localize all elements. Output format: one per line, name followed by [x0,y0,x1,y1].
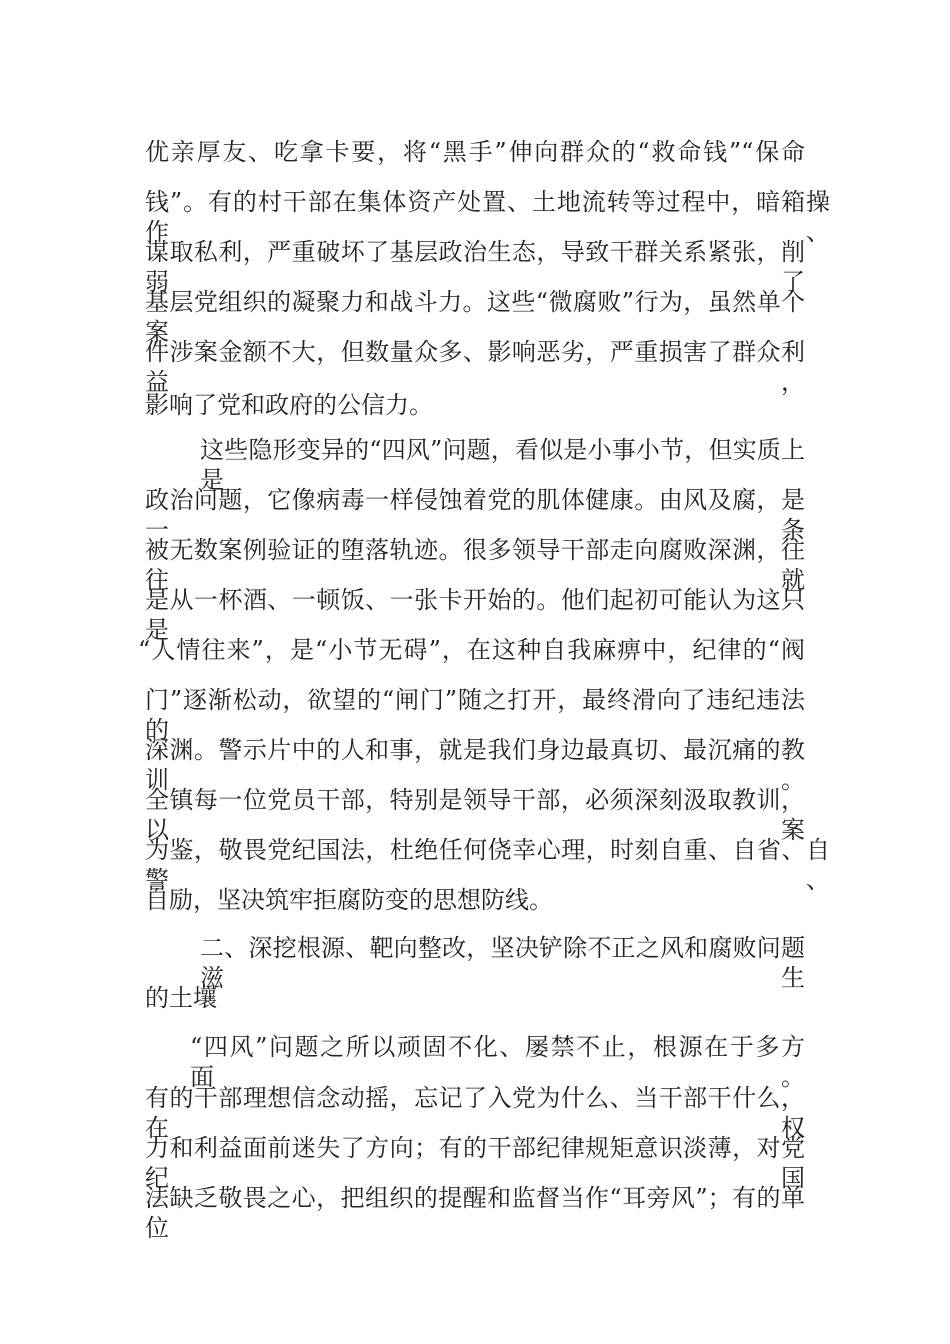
text-line: 优亲厚友、吃拿卡要，将“黑手”伸向群众的“救命钱”“保命 [145,138,805,166]
text-line: 门”逐渐松动，欲望的“闸门”随之打开，最终滑向了违纪违法的 [145,686,805,744]
text-line: 力和利益面前迷失了方向；有的干部纪律规矩意识淡薄，对党纪国 [145,1134,805,1192]
text-line: 件涉案金额不大，但数量众多、影响恶劣，严重损害了群众利益， [145,338,805,396]
paragraph-first-line: 这些隐形变异的“四风”问题，看似是小事小节，但实质上是 [200,436,805,494]
text-line: 全镇每一位党员干部，特别是领导干部，必须深刻汲取教训，以案 [145,786,805,844]
text-line: 影响了党和政府的公信力。 [145,391,433,419]
section-heading-cont: 的土壤 [145,984,217,1012]
text-line: 谋取私利，严重破坏了基层政治生态，导致干群关系紧张，削弱了 [145,238,805,296]
text-line: 自励，坚决筑牢拒腐防变的思想防线。 [145,886,553,914]
text-line: 被无数案例验证的堕落轨迹。很多领导干部走向腐败深渊，往往就 [145,536,805,594]
text-line: 是从一杯酒、一顿饭、一张卡开始的。他们起初可能认为这只是 [145,586,805,644]
text-line: 深渊。警示片中的人和事，就是我们身边最真切、最沉痛的教训。 [145,736,805,794]
section-heading: 二、深挖根源、靶向整改，坚决铲除不正之风和腐败问题滋生 [200,934,805,992]
text-line: 有的干部理想信念动摇，忘记了入党为什么、当干部干什么，在权 [145,1084,805,1142]
text-line: 钱”。有的村干部在集体资产处置、土地流转等过程中，暗箱操作、 [145,188,830,246]
paragraph-first-line: “四风”问题之所以顽固不化、屡禁不止，根源在于多方面。 [190,1033,805,1091]
text-line: 政治问题，它像病毒一样侵蚀着党的肌体健康。由风及腐，是一条 [145,486,805,544]
text-line: 为鉴，敬畏党纪国法，杜绝任何侥幸心理，时刻自重、自省、自警、 [145,836,830,894]
text-line: 法缺乏敬畏之心，把组织的提醒和监督当作“耳旁风”；有的单位 [145,1184,805,1242]
text-line: 基层党组织的凝聚力和战斗力。这些“微腐败”行为，虽然单个案 [145,288,805,346]
text-line: “人情往来”，是“小节无碍”，在这种自我麻痹中，纪律的“阀 [138,636,805,664]
